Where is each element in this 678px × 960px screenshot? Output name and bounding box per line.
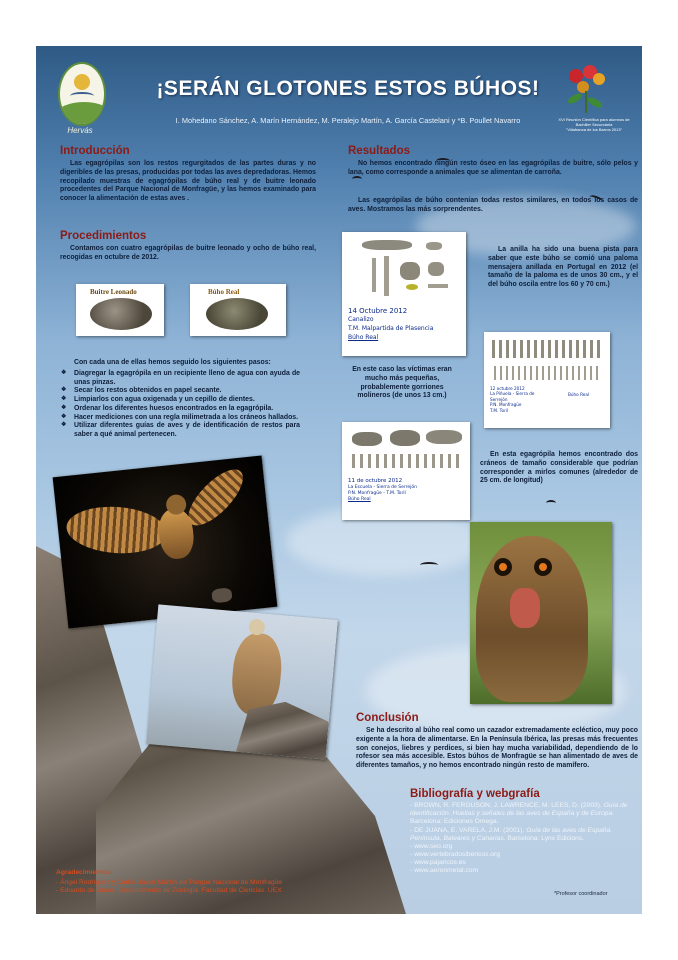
bibliography-ref: - DE JUANA, E. VARELA, J.M. (2001). Guía de las aves de España. Península, Baleares y Canarias. Barcelona: Lynx Edicions.	[410, 826, 613, 842]
resultados-victimas: En este caso las víctimas eran mucho más pequeñas, probablemente gorriones molineros (de unos 13 cm.)	[352, 366, 452, 400]
photo-note: 11 de octubre 2012	[348, 478, 403, 484]
section-title-resultados: Resultados	[348, 145, 410, 157]
photo-note: La Escuela - Sierra de Serrejón	[348, 485, 417, 491]
section-title-bibliografia: Bibliografía y webgrafía	[410, 788, 540, 800]
bibliography-link[interactable]: - www.vertebradosibericos.org	[410, 851, 500, 859]
bird-silhouette	[436, 158, 450, 164]
bibliography-link[interactable]: - www.seo.org	[410, 842, 453, 850]
photo-note: Búho Real	[568, 392, 590, 397]
acknowledgements	[56, 879, 346, 896]
step-item: ❖ Diagregar la egagrópila en un recipiente lleno de agua con ayuda de unas pinzas.	[60, 370, 300, 388]
bibliography-list	[410, 802, 640, 876]
authors: I. Mohedano Sánchez, A. Marín Hernández, M. Peralejo Martín, A. García Castelani y *B. Poullet Navarro	[175, 116, 521, 125]
owl-eating-photo	[470, 522, 612, 704]
bones-photo-paloma	[342, 232, 466, 356]
bibliography-link[interactable]: - www.aeronmetal.com	[410, 867, 479, 875]
procedimientos-text: Contamos con cuatro egagrópilas de buitre leonado y ocho de búho real, recogidas en octubre de 2012.	[60, 245, 316, 261]
poster-title: ¡SERÁN GLOTONES ESTOS BÚHOS!	[156, 77, 540, 100]
footnote: *Profesor coordinador	[554, 891, 608, 897]
pellet-photo-buitre	[76, 284, 164, 336]
step-item: ❖ Ordenar los diferentes huesos encontrados en la egagrópila.	[60, 405, 300, 414]
bird-silhouette	[420, 562, 438, 568]
conclusion-text: Se ha descrito al búho real como un cazador extremadamente ecléctico, muy poco exigente a la hora de alimentarse. En la Península Ibérica, las presas más frecuentes son conejos, liebres y perdices, si bien hay mucha variabilidad, dependiendo de lo rofesor sea más accesible. Estos búhos de Monfragüe se han alimentado de aves de diferentes tamaños, y no hemos encontrado ningún resto de mamífero.	[356, 727, 638, 770]
vulture-photo	[146, 604, 338, 759]
step-item: ❖ Hacer mediciones con una regla milimetrada a los cráneos hallados.	[60, 414, 300, 423]
bibliography-ref: - BROWN, R. FERGUSON, J. LAWRENCE, M. LEES, D. (2003). Guía de identificación. Huellas y señales de las aves de España y de Europa. Barcelona: Ediciones Omega.	[410, 802, 628, 826]
steps-intro: Con cada una de ellas hemos seguido los siguientes pasos:	[74, 359, 271, 366]
photo-note: Búho Real	[348, 333, 379, 341]
section-title-introduccion: Introducción	[60, 145, 130, 157]
acknowledgement-line: - Eduardo de Juana, Departamento de Zoología. Facultad de Ciencias. UEX	[56, 887, 282, 895]
photo-note: P.N. Monfragüe - T.M. Toril	[348, 490, 406, 496]
step-item: ❖ Secar los restos obtenidos en papel secante.	[60, 387, 300, 396]
bones-photo-gorriones	[484, 332, 610, 428]
resultados-craneos: En esta egagrópila hemos encontrado dos cráneos de tamaño considerable que podrían corresponder a mirlos comunes (alrededor de 25 cm. de longitud)	[480, 451, 638, 485]
resultados-text-2: Las egagrópilas de búho contenían todas restos similares, en todos los casos de aves. Mostramos las más sorprendentes.	[348, 197, 638, 213]
photo-note: Canalizo	[348, 316, 374, 324]
photo-note: 14 Octubre 2012	[348, 307, 408, 315]
steps-list	[60, 359, 300, 440]
resultados-text-1: No hemos encontrado ningún resto óseo en las egagrópilas de buitre, sólo pelos y lana, como corresponde a animales que se alimentan de carroña.	[348, 160, 638, 176]
bones-photo-mirlos	[342, 422, 470, 520]
school-logo	[56, 60, 104, 135]
photo-note: P.N. Monfragüe	[490, 402, 522, 408]
pellet-label-buitre: Buitre Leonado	[90, 288, 137, 296]
pellet-photo-buho	[190, 284, 286, 336]
bibliography-link[interactable]: - www.pajaricos.es	[410, 859, 466, 867]
section-title-procedimientos: Procedimientos	[60, 230, 147, 242]
step-item: ❖ Utilizar diferentes guías de aves y de identificación de restos para saber a qué animal pertenecen.	[60, 422, 300, 440]
introduccion-text: Las egagrópilas son los restos regurgitados de las partes duras y no digeribles de las presas, producidas por todas las aves depredadoras. Hemos recopilado muestras de egagrópilas de búho real y de buitre leonado procedentes del Parque Nacional de Monfragüe, y las hemos examinado para conocer la alimentación de estas aves .	[60, 160, 316, 203]
flying-owl-photo	[53, 455, 278, 628]
acknowledgements-title: Agradecimientos:	[56, 869, 113, 876]
photo-note: Búho Real	[348, 496, 371, 502]
bird-silhouette	[352, 176, 362, 182]
photo-note: 12 octubre 2012	[490, 386, 525, 391]
acknowledgement-line: - Ángel Rodríguez y Carlos Javier Martín del Parque Nacional de Monfragüe	[56, 879, 283, 886]
photo-note: T.M. Malpartida de Plasencia	[348, 324, 434, 332]
step-item: ❖ Limpiarlos con agua oxigenada y un cepillo de dientes.	[60, 396, 300, 405]
section-title-conclusion: Conclusión	[356, 712, 419, 724]
meeting-logo	[563, 65, 609, 117]
logo-text: Hervás	[67, 126, 93, 135]
pellet-label-buho: Búho Real	[208, 288, 240, 296]
poster	[36, 46, 642, 914]
resultados-anilla: La anilla ha sido una buena pista para saber que este búho se comió una paloma mensajera anillada en Portugal en 2012 (el tamaño de la paloma es de unos 30 cm., y el del búho oscila entre los 60 y 70 cm.)	[488, 246, 638, 289]
meeting-caption: XVI Reunión Científica para alumnos de Bachiller Secundaria "Villafranca de los Barros 2013"	[558, 117, 630, 132]
bird-silhouette	[546, 500, 556, 506]
photo-note: T.M. Toril	[490, 407, 509, 413]
photo-note: La Piñuela - Sierra de Serrejón	[490, 391, 535, 402]
